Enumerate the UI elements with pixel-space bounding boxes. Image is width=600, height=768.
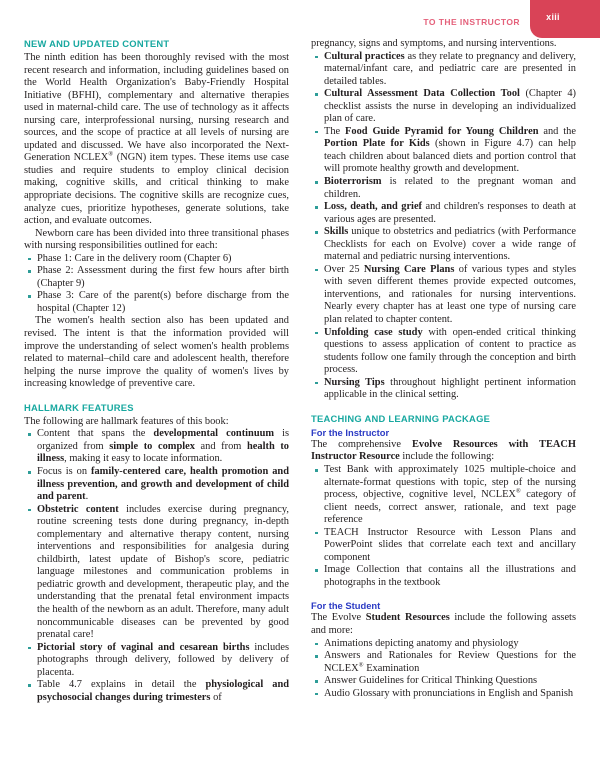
hallmark-5-pre: Table 4.7 explains in detail the xyxy=(37,679,206,691)
list-item xyxy=(311,88,576,126)
heading-teaching-and-learning-package: TEACHING AND LEARNING PACKAGE xyxy=(311,412,491,424)
phase-1-text: Phase 1: Care in the delivery room (Chapter 6) xyxy=(37,252,232,264)
feature-3-pre: The xyxy=(324,125,346,137)
feature-7-bold: Nursing Care Plans xyxy=(363,263,455,275)
list-item xyxy=(311,638,576,651)
hallmark-5-post: of xyxy=(210,691,222,703)
paragraph-ninth-edition-part2: (NGN) item types. These items use case studies and require students to employ clinical decision making, cognitive skills, and critical thinking to make appropriate decisions. The cognitive skills are recognize cues, analyze cues, prioritize hypotheses, generate solutions, take action, and evaluate outcomes. xyxy=(24,152,290,227)
list-item xyxy=(311,527,576,565)
paragraph-instructor-intro xyxy=(311,439,576,464)
feature-bullet-list xyxy=(311,51,576,402)
list-item xyxy=(311,176,576,201)
paragraph-newborn-care: Newborn care has been divided into three transitional phases with nursing responsibilities outlined for each: xyxy=(24,227,289,252)
feature-5-bold: Loss, death, and grief xyxy=(324,201,423,213)
feature-1-post: as they relate to pregnancy and delivery, maternal/infant care, and pediatric care are presented in detailed tables. xyxy=(324,50,576,87)
right-column xyxy=(311,38,576,704)
list-item xyxy=(311,51,576,89)
feature-7-post: of various types and styles with seven different themes provide expected outcomes, interventions, and rationales for nursing interventions. Nearly every chapter has at least one type of nursing care plan related to chapter content. xyxy=(324,263,576,326)
feature-2-bold: Cultural Assessment Data Collection Tool xyxy=(324,88,520,100)
list-item xyxy=(311,564,576,589)
student-intro-post: include the following assets and more: xyxy=(311,612,576,636)
list-item xyxy=(311,264,576,327)
feature-8-bold: Unfolding case study xyxy=(324,326,423,338)
list-item xyxy=(311,675,576,688)
hallmark-1-post: , making it easy to locate information. xyxy=(64,453,223,465)
paragraph-ninth-edition xyxy=(24,52,289,228)
feature-4-post: is related to the pregnant woman and children. xyxy=(324,176,576,200)
list-item xyxy=(311,126,576,176)
paragraph-continued-pregnancy: pregnancy, signs and symptoms, and nursing interventions. xyxy=(311,38,557,49)
hallmark-1-bold-3: health to illness xyxy=(37,440,290,465)
list-item xyxy=(24,679,289,704)
student-4-text: Audio Glossary with pronunciations in English and Spanish xyxy=(324,687,574,699)
hallmark-3-bold: Obstetric content xyxy=(37,503,119,515)
feature-3-post: (shown in Figure 4.7) can help teach children about balanced diets and portion control that will promote healthy growth and development. xyxy=(324,138,577,175)
student-2-post: Examination xyxy=(363,662,420,674)
list-item xyxy=(311,464,576,527)
page-header xyxy=(0,0,600,40)
instructor-bullet-list xyxy=(311,464,576,589)
list-item xyxy=(24,504,289,642)
spacer xyxy=(311,589,576,598)
list-item xyxy=(311,650,576,675)
list-item xyxy=(311,377,576,402)
hallmark-1-mid-2: and from xyxy=(194,440,248,452)
feature-1-bold: Cultural practices xyxy=(324,50,405,62)
list-item xyxy=(24,642,289,680)
feature-3-bold-2: Portion Plate for Kids xyxy=(324,138,430,150)
feature-9-post: throughout highlight pertinent information applicable in the clinical setting. xyxy=(324,376,576,401)
subheading-for-the-instructor: For the Instructor xyxy=(311,426,390,438)
feature-2-post: (Chapter 4) checklist assists the nurse in developing an individualized plan of care. xyxy=(324,88,577,125)
feature-6-bold: Skills xyxy=(324,226,349,238)
instructor-2-text: TEACH Instructor Resource with Lesson Plans and PowerPoint slides that correlate each text and ancillary component xyxy=(324,526,576,563)
hallmark-4-post: includes photographs through delivery, followed by delivery of placenta. xyxy=(37,641,289,678)
instructor-1-post: category of client needs, correct answer, rationale, and text page reference xyxy=(324,489,576,526)
hallmark-5-bold: physiological and psychosocial changes during trimesters xyxy=(37,679,290,703)
list-item xyxy=(311,226,576,264)
page-content xyxy=(24,38,576,704)
instructor-1-pre: Test Bank with approximately 1025 multiple-choice and alternate-format questions with topic, step of the nursing process, objective, cognitive level, NCLEX xyxy=(324,463,576,501)
list-item xyxy=(24,265,289,290)
hallmark-2-post: . xyxy=(85,491,89,503)
hallmark-1-mid-1: is organized from xyxy=(37,428,289,452)
list-item xyxy=(311,201,576,226)
paragraph-hallmark-intro: The following are hallmark features of this book: xyxy=(24,415,229,427)
student-1-text: Animations depicting anatomy and physiology xyxy=(324,637,519,649)
phase-bullet-list xyxy=(24,253,289,316)
feature-6-post: unique to obstetrics and pediatrics (with Performance Checklists for each on Evolve) cover a wide range of maternal and pediatric nursing interventions. xyxy=(324,226,576,263)
hallmark-1-bold-1: developmental continuum xyxy=(153,428,275,440)
hallmark-1-pre: Content that spans the xyxy=(37,428,154,440)
phase-3-text: Phase 3: Care of the parent(s) before discharge from the hospital (Chapter 12) xyxy=(37,290,289,314)
hallmark-1-bold-2: simple to complex xyxy=(109,440,195,452)
student-3-text: Answer Guidelines for Critical Thinking Questions xyxy=(324,675,538,687)
hallmark-2-bold: family-centered care, health promotion and illness prevention, and growth and development of child and parent xyxy=(37,465,289,503)
running-head-title: TO THE INSTRUCTOR xyxy=(423,17,520,27)
list-item xyxy=(24,428,289,466)
instructor-3-text: Image Collection that contains all the illustrations and photographs in the textbook xyxy=(324,564,576,588)
list-item xyxy=(24,253,289,266)
list-item xyxy=(24,290,289,315)
list-item xyxy=(311,327,576,377)
list-item xyxy=(311,688,576,701)
hallmark-bullet-list xyxy=(24,428,289,704)
feature-8-post: with open-ended critical thinking questions to assess application of content to practice as students follow one family through the conception and birth process. xyxy=(324,326,576,376)
hallmark-2-pre: Focus is on xyxy=(37,465,92,477)
student-bullet-list xyxy=(311,638,576,701)
student-intro-pre: The Evolve xyxy=(311,612,366,624)
feature-4-bold: Bioterrorism xyxy=(324,176,382,188)
student-2-pre: Answers and Rationales for Review Questions for the NCLEX xyxy=(324,650,576,674)
registered-mark-icon: ® xyxy=(358,661,364,669)
feature-3-mid: and the xyxy=(538,125,576,137)
instructor-intro-pre: The comprehensive xyxy=(311,438,412,450)
instructor-intro-bold: Evolve Resources with TEACH Instructor Resource xyxy=(311,438,576,463)
heading-new-and-updated-content: NEW AND UPDATED CONTENT xyxy=(24,38,170,49)
heading-hallmark-features: HALLMARK FEATURES xyxy=(24,401,134,413)
paragraph-student-intro xyxy=(311,612,576,637)
feature-3-bold-1: Food Guide Pyramid for Young Children xyxy=(345,125,539,137)
paragraph-womens-health: The women's health section also has been updated and revised. The intent is that the information provided will improve the understanding of select women's health problems related to maternal–child care and adolescent health, therefore helping the nurse improve the quality of women's lives by increasing knowledge of preventive care. xyxy=(24,315,289,390)
paragraph-ninth-edition-part1: The ninth edition has been thoroughly revised with the most recent research and information, including guidelines based on the World Health Organization's Baby-Friendly Hospital Initiative (BFHI), complementary and alternative therapies used in maternal-child care. The use of technology as it affects nursing care, interprofessional nursing, nursing research and sources, and the scope of practice at all levels of nursing are updated and discussed. We have also incorporated the Next-Generation NCLEX xyxy=(24,52,289,164)
hallmark-4-bold: Pictorial story of vaginal and cesarean births xyxy=(37,641,250,653)
student-intro-bold: Student Resources xyxy=(365,612,450,624)
hallmark-3-post: includes exercise during pregnancy, routine screening tests done during pregnancy, in-depth complementary and alternative therapy content, nursing interventions and responsibilities for analgesia during childbirth, latest update of Bishop's score, pediatric language milestones and communication problems in pediatric growth and development, therapeutic play, and the understanding that the prenatal fetal environment impacts the health of the newborn as an adult. Therefore, many adult noncommunicable diseases can be prevented by good prenatal care! xyxy=(37,503,290,641)
registered-mark-icon: ® xyxy=(515,487,521,495)
feature-7-pre: Over 25 xyxy=(324,263,364,275)
left-column xyxy=(24,38,289,704)
phase-2-text: Phase 2: Assessment during the first few hours after birth (Chapter 9) xyxy=(37,265,289,289)
subheading-for-the-student: For the Student xyxy=(311,600,381,612)
list-item xyxy=(24,466,289,504)
registered-mark-icon: ® xyxy=(108,150,114,158)
page-number: xiii xyxy=(546,12,560,22)
feature-5-post: and children's responses to death at various ages are presented. xyxy=(324,201,577,225)
feature-9-bold: Nursing Tips xyxy=(324,376,385,388)
instructor-intro-post: include the following: xyxy=(399,451,495,463)
